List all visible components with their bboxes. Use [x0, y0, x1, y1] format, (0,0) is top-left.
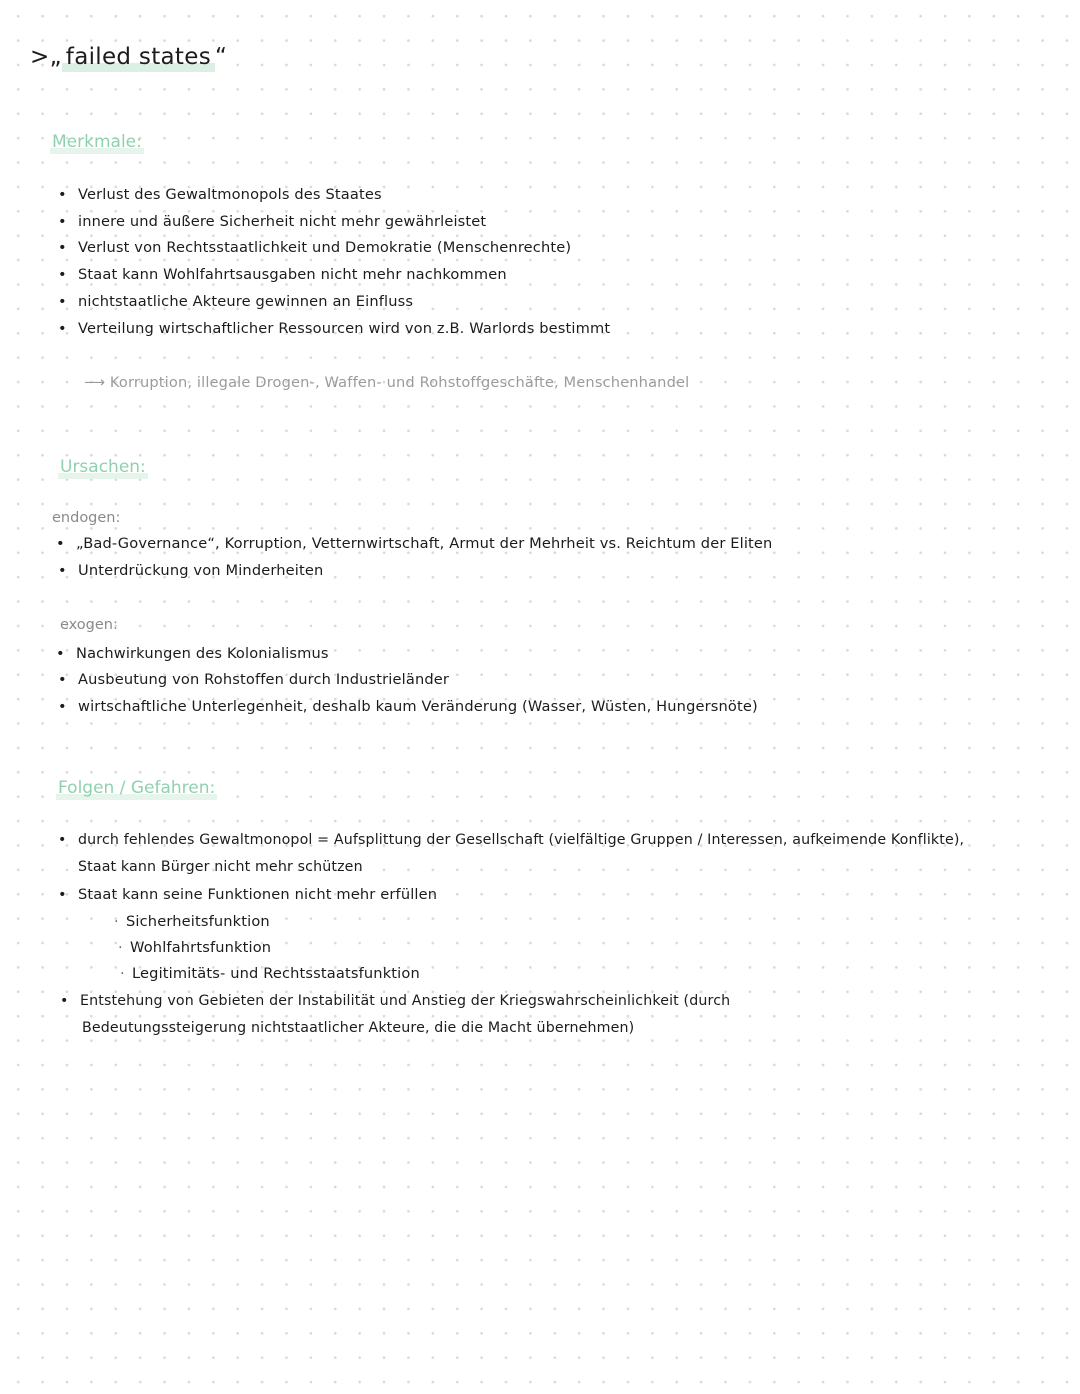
folgen-item: • durch fehlendes Gewaltmonopol = Aufsplittung der Gesellschaft (vielfältige Gruppen / Interessen, aufkeimende Konflikte), — [58, 832, 965, 848]
folgen-item-continuation: Bedeutungssteigerung nichtstaatlicher Akteure, die die Macht übernehmen) — [82, 1020, 635, 1036]
folgen-item: • Staat kann seine Funktionen nicht mehr erfüllen — [58, 886, 438, 903]
folgen-item: • Entstehung von Gebieten der Instabilität und Anstieg der Kriegswahrscheinlichkeit (durch — [60, 993, 731, 1009]
merkmale-item: • Verlust des Gewaltmonopols des Staates — [58, 186, 382, 203]
endogen-label: endogen: — [52, 510, 121, 526]
title-text: failed states — [62, 44, 215, 72]
ursachen-heading: Ursachen: — [60, 457, 146, 477]
merkmale-item: • Verteilung wirtschaftlicher Ressourcen wird von z.B. Warlords bestimmt — [58, 320, 611, 337]
folgen-item-continuation: Staat kann Bürger nicht mehr schützen — [78, 859, 363, 875]
folgen-heading: Folgen / Gefahren: — [58, 778, 216, 798]
function-subitem: · Legitimitäts- und Rechtsstaatsfunktion — [120, 965, 420, 982]
exogen-item: • wirtschaftliche Unterlegenheit, deshalb kaum Veränderung (Wasser, Wüsten, Hungersnöte) — [58, 698, 758, 715]
exogen-item: • Ausbeutung von Rohstoffen durch Industrieländer — [58, 671, 450, 688]
merkmale-item: • innere und äußere Sicherheit nicht mehr gewährleistet — [58, 213, 487, 230]
title-prefix: >„ — [30, 44, 62, 70]
exogen-label: exogen: — [60, 617, 118, 633]
function-subitem: · Wohlfahrtsfunktion — [118, 939, 272, 956]
merkmale-heading: Merkmale: — [52, 132, 142, 152]
arrow-right-icon: ⟶ — [84, 374, 110, 391]
endogen-item: • „Bad-Governance“, Korruption, Vetternwirtschaft, Armut der Mehrheit vs. Reichtum der Eliten — [56, 535, 773, 552]
merkmale-item: • nichtstaatliche Akteure gewinnen an Einfluss — [58, 293, 414, 310]
page-title: >„ failed states “ — [30, 44, 228, 70]
merkmale-item: • Staat kann Wohlfahrtsausgaben nicht mehr nachkommen — [58, 266, 507, 283]
merkmale-item: • Verlust von Rechtsstaatlichkeit und Demokratie (Menschenrechte) — [58, 239, 572, 256]
merkmale-consequence-note: ⟶ Korruption, illegale Drogen-, Waffen- und Rohstoffgeschäfte, Menschenhandel — [84, 374, 690, 391]
exogen-item: • Nachwirkungen des Kolonialismus — [56, 645, 329, 662]
function-subitem: · Sicherheitsfunktion — [114, 913, 270, 930]
endogen-item: • Unterdrückung von Minderheiten — [58, 562, 324, 579]
